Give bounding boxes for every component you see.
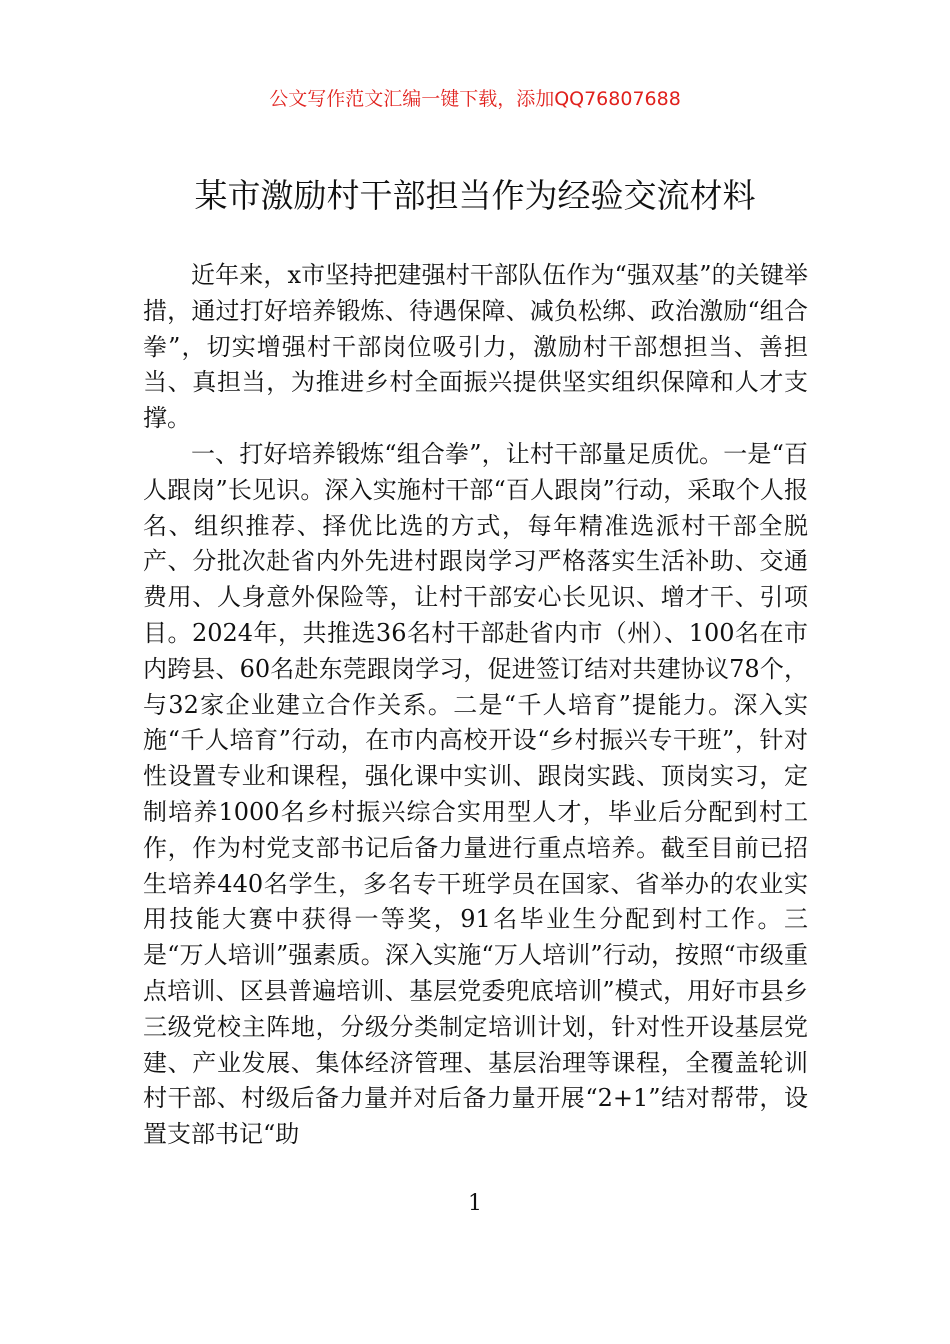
document-title: 某市激励村干部担当作为经验交流材料 (194, 176, 756, 215)
section-one-paragraph: 一、打好培养锻炼“组合拳”，让村干部量足质优。一是“百人跟岗”长见识。深入实施村干部“百人跟岗”行动，采取个人报名、组织推荐、择优比选的方式，每年精准选派村干部全脱产、分批次赴省内外先进村跟岗学习严格落实生活补助、交通费用、人身意外保险等，让村干部安心长见识、增才干、引项目。2024年，共推选36名村干部赴省内市（州）、100名在市内跨县、60名赴东莞跟岗学习，促进签订结对共建协议78个，与32家企业建立合作关系。二是“千人培育”提能力。深入实施“千人培育”行动，在市内高校开设“乡村振兴专干班”，针对性设置专业和课程，强化课中实训、跟岗实践、顶岗实习，定制培养1000名乡村振兴综合实用型人才，毕业后分配到村工作，作为村党支部书记后备力量进行重点培养。截至目前已招生培养440名学生，多名专干班学员在国家、省举办的农业实用技能大赛中获得一等奖，91名毕业生分配到村工作。三是“万人培训”强素质。深入实施“万人培训”行动，按照“市级重点培训、区县普遍培训、基层党委兜底培训”模式，用好市县乡三级党校主阵地，分级分类制定培训计划，针对性开设基层党建、产业发展、集体经济管理、基层治理等课程，全覆盖轮训村干部、村级后备力量并对后备力量开展“2+1”结对帮带，设置支部书记“助 (143, 439, 808, 1149)
download-banner: 公文写作范文汇编一键下载，添加QQ76807688 (269, 88, 681, 110)
intro-paragraph: 近年来，x市坚持把建强村干部队伍作为“强双基”的关键举措，通过打好培养锻炼、待遇保障、减负松绑、政治激励“组合拳”，切实增强村干部岗位吸引力，激励村干部想担当、善担当、真担当，为推进乡村全面振兴提供坚实组织保障和人才支撑。 (143, 261, 808, 433)
page-number: 1 (468, 1191, 482, 1216)
document-body (143, 258, 808, 1153)
